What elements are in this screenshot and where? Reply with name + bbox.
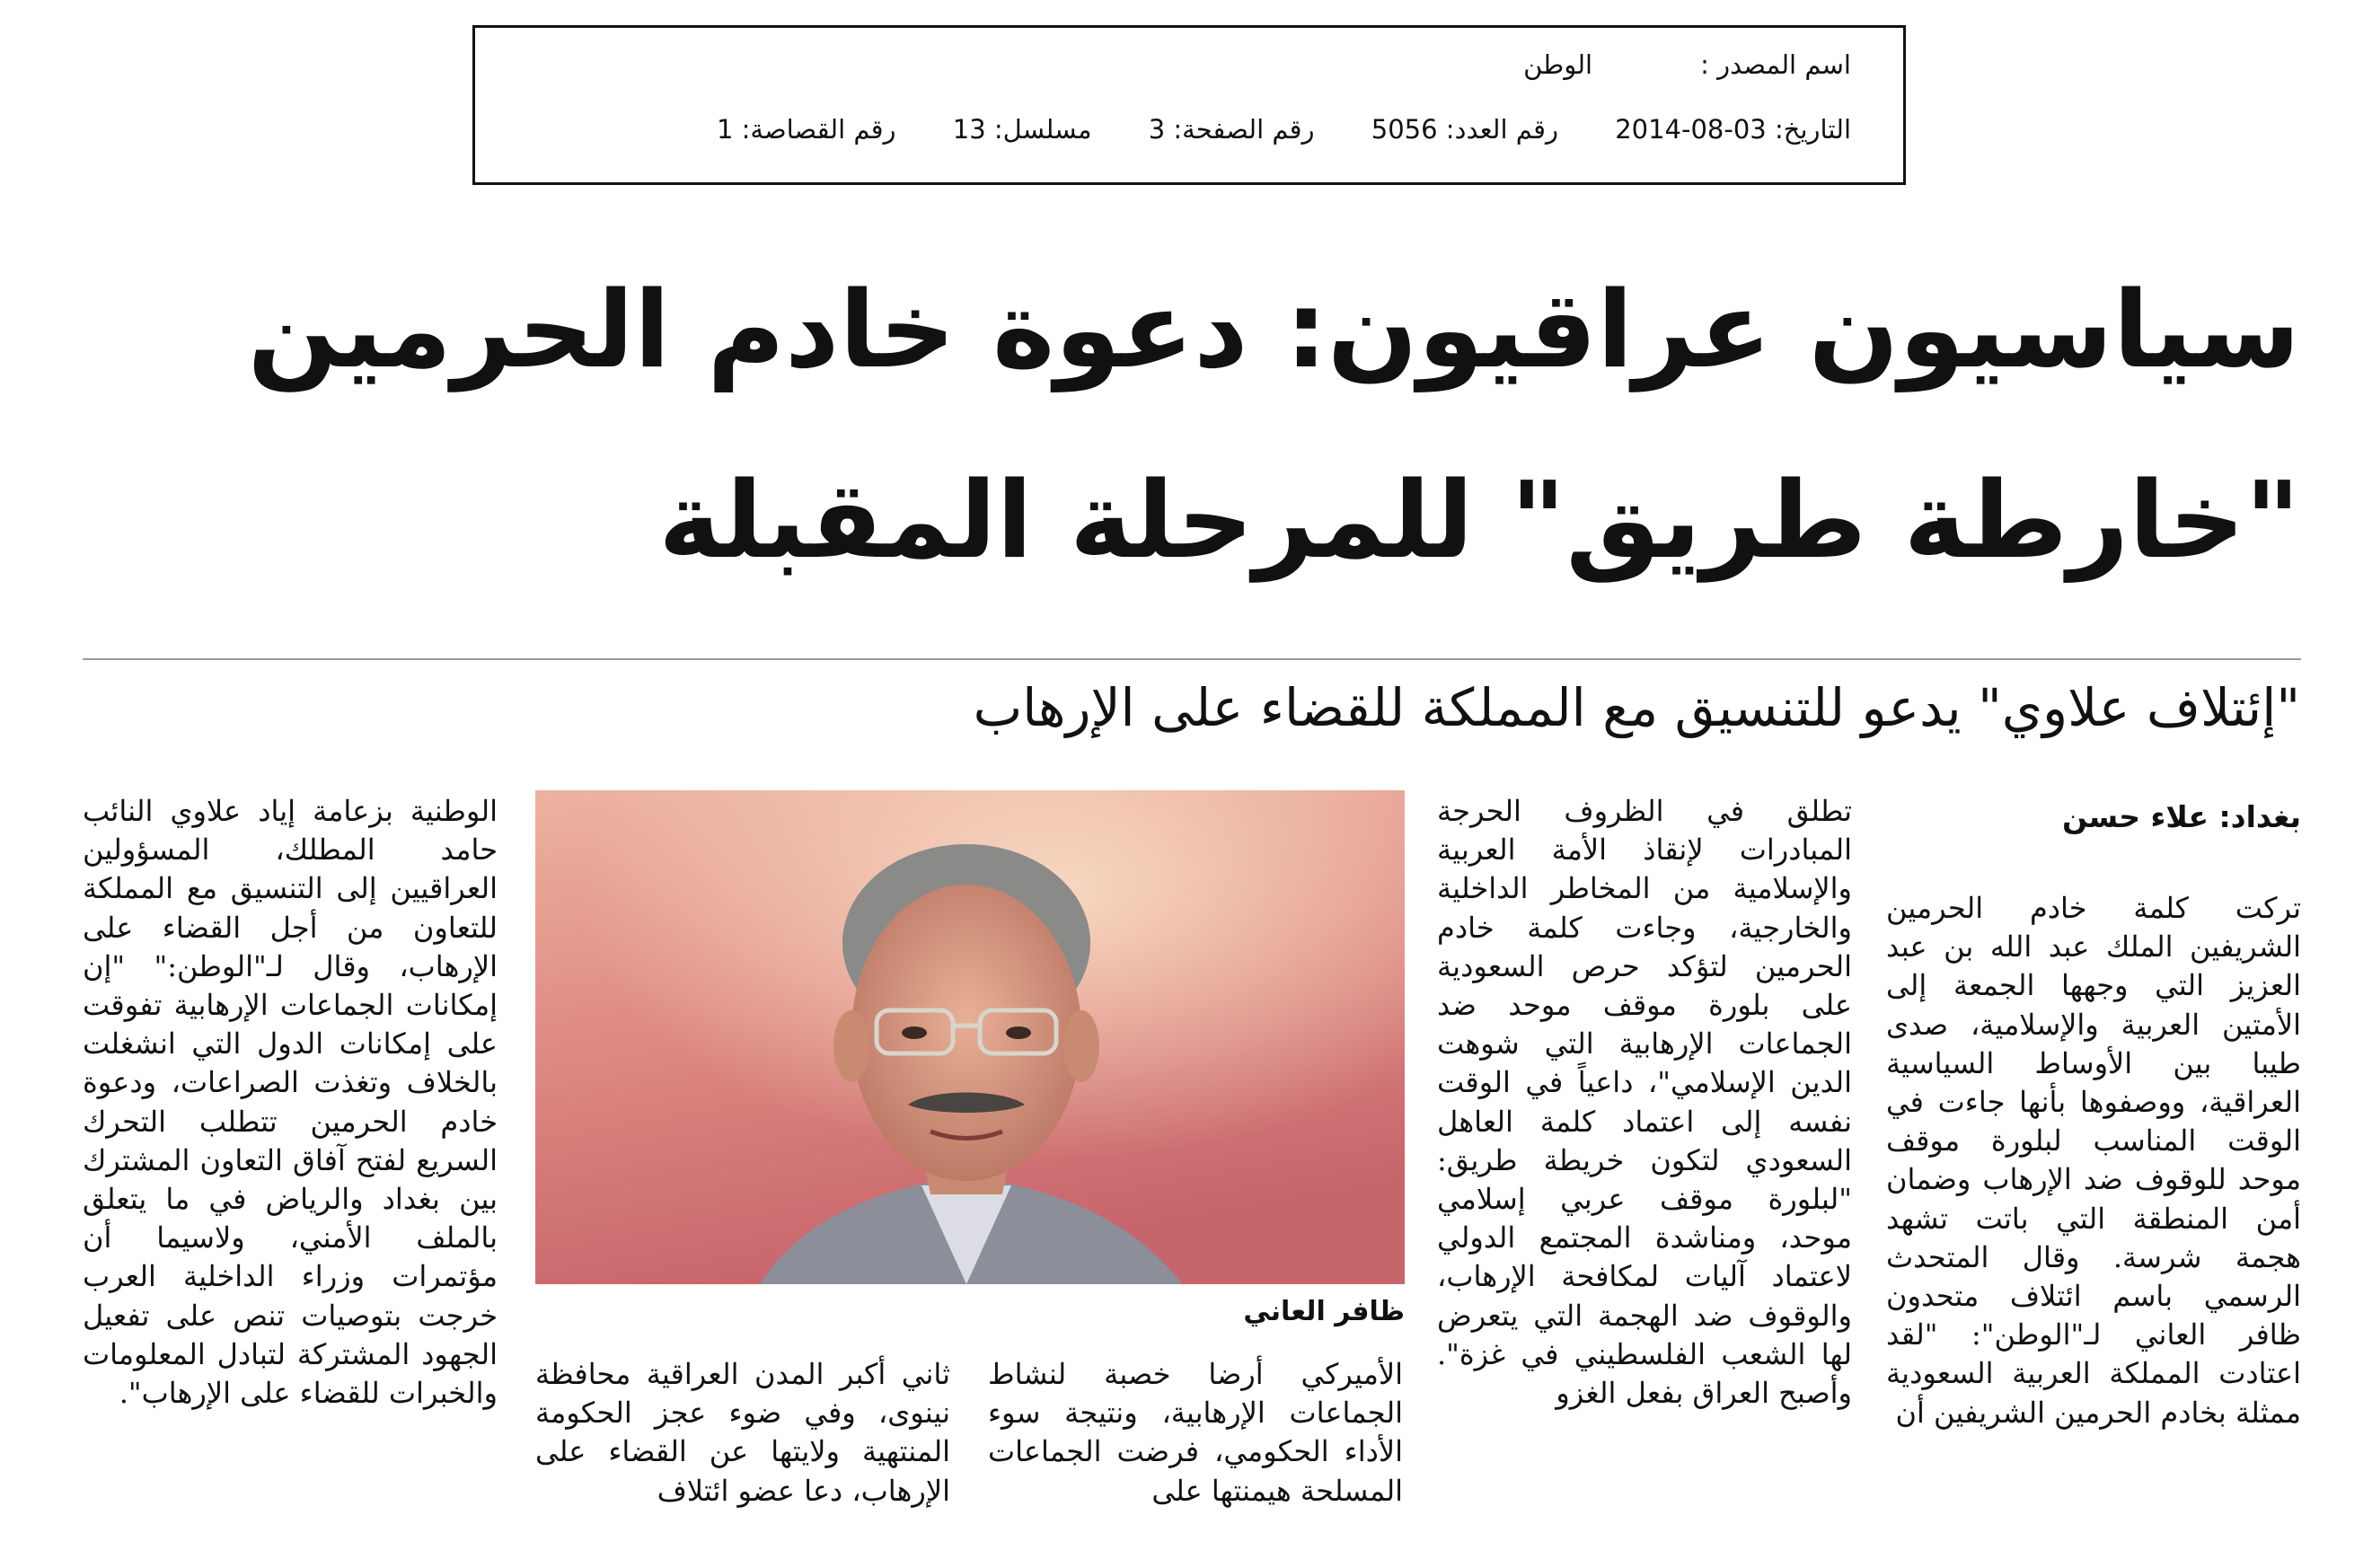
issue-label: رقم العدد: xyxy=(1445,114,1558,145)
article-column-1 xyxy=(1886,889,2301,1536)
source-label: اسم المصدر : xyxy=(1700,49,1851,80)
article-column-5 xyxy=(83,792,498,1536)
column-3-text: الأميركي أرضا خصبة لنشاط الجماعات الإرهابية، ونتيجة سوء الأداء الحكومي، فرضت الجماعات المسلحة هيمنتها على xyxy=(988,1357,1403,1508)
page-value: 3 xyxy=(1148,114,1166,145)
clipping-metadata-box xyxy=(472,25,1906,185)
details-row xyxy=(717,114,1851,145)
column-5-text: الوطنية بزعامة إياد علاوي النائب حامد المطلك، المسؤولين العراقيين إلى التنسيق مع المملكة للتعاون من أجل القضاء على الإرهاب، وقال لـ"الوطن:" "إن إمكانات الجماعات الإرهابية تفوقت على إمكانات الدول التي انشغلت بالخلاف وتغذت الصراعات، ودعوة خادم الحرمين تتطلب التحرك السريع لفتح آفاق التعاون المشترك بين بغداد والرياض في ما يتعلق بالملف الأمني، ولاسيما أن مؤتمرات وزراء الداخلية العرب خرجت بتوصيات تنص على تفعيل الجهود المشتركة لتبادل المعلومات والخبرات للقضاء على الإرهاب". xyxy=(83,794,498,1411)
source-row xyxy=(1523,49,1851,80)
headline-line-1: سياسيون عراقيون: دعوة خادم الحرمين xyxy=(247,268,2300,392)
photo-caption: ظافر العاني xyxy=(1243,1296,1405,1327)
issue-value: 5056 xyxy=(1371,114,1438,145)
article-column-2 xyxy=(1437,792,1852,1536)
portrait-photo xyxy=(535,790,1405,1284)
column-2-text: تطلق في الظروف الحرجة المبادرات لإنقاذ الأمة العربية والإسلامية من المخاطر الداخلية والخارجية، وجاءت كلمة خادم الحرمين لتؤكد حرص السعودية على بلورة موقف موحد ضد الجماعات الإرهابية التي شوهت الدين الإسلامي"، داعياً في الوقت نفسه إلى اعتماد كلمة العاهل السعودي لتكون خريطة طريق: "لبلورة موقف عربي إسلامي موحد، ومناشدة المجتمع الدولي لاعتماد آليات لمكافحة الإرهاب، والوقوف ضد الهجمة التي يتعرض لها الشعب الفلسطيني في غزة". وأصبح العراق بفعل الغزو xyxy=(1437,794,1852,1411)
clip-label: رقم القصاصة: xyxy=(741,114,896,145)
page-label: رقم الصفحة: xyxy=(1173,114,1315,145)
article-column-4 xyxy=(535,1355,950,1536)
column-1-text: تركت كلمة خادم الحرمين الشريفين الملك عبد الله بن عبد العزيز التي وجهها الجمعة إلى الأمتين العربية والإسلامية، صدى طيبا بين الأوساط السياسية العراقية، ووصفوها بأنها جاءت في الوقت المناسب لبلورة موقف موحد للوقوف ضد الإرهاب وضمان أمن المنطقة التي باتت تشهد هجمة شرسة. وقال المتحدث الرسمي باسم ائتلاف متحدون ظافر العاني لـ"الوطن": "لقد اعتادت المملكة العربية السعودية ممثلة بخادم الحرمين الشريفين أن xyxy=(1886,891,2301,1430)
serial-value: 13 xyxy=(952,114,986,145)
clip-value: 1 xyxy=(716,114,734,145)
source-value: الوطن xyxy=(1523,49,1593,80)
column-4-text: ثاني أكبر المدن العراقية محافظة نينوى، وفي ضوء عجز الحكومة المنتهية ولايتها عن القضاء على الإرهاب، دعا عضو ائتلاف xyxy=(535,1357,950,1508)
subheadline: "إئتلاف علاوي" يدعو للتنسيق مع المملكة للقضاء على الإرهاب xyxy=(973,677,2300,738)
serial-label: مسلسل: xyxy=(993,114,1092,145)
headline-divider xyxy=(83,658,2301,660)
byline: بغداد: علاء حسن xyxy=(2061,799,2301,834)
date-label: التاريخ: xyxy=(1774,114,1851,145)
date-value: 2014-08-03 xyxy=(1615,114,1767,145)
article-column-3 xyxy=(988,1355,1403,1536)
headline-line-2: "خارطة طريق" للمرحلة المقبلة xyxy=(658,458,2300,582)
